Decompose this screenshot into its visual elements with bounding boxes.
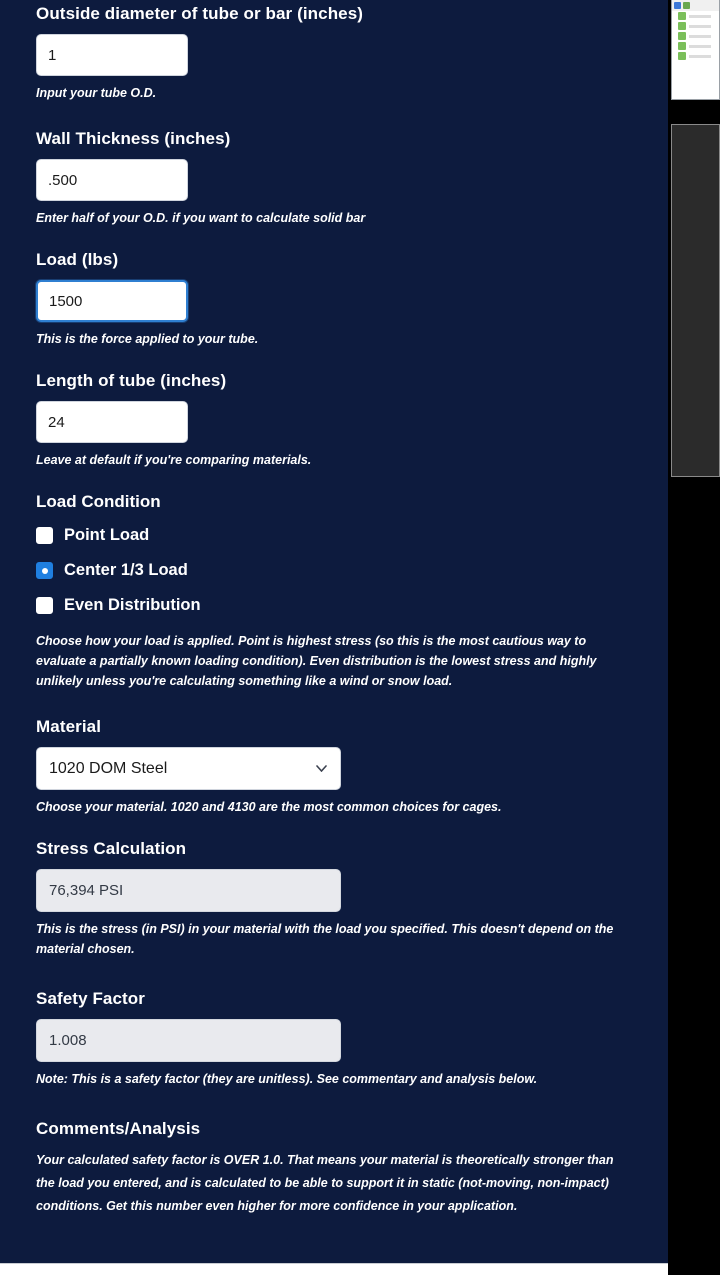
list-item[interactable] [672,51,719,61]
outside-diameter-input[interactable] [36,34,188,76]
wall-thickness-input[interactable] [36,159,188,201]
radio-icon-selected[interactable] [36,562,53,579]
file-name-placeholder [689,45,711,48]
comments-label: Comments/Analysis [36,1119,201,1138]
material-select-value[interactable]: 1020 DOM Steel [36,747,341,790]
load-condition-group [36,492,632,691]
list-item[interactable] [672,41,719,51]
material-helper: Choose your material. 1020 and 4130 are the most common choices for cages. [36,800,502,814]
radio-label: Point Load [64,526,150,544]
file-icon [678,12,686,20]
list-item[interactable] [672,21,719,31]
safety-factor-label: Safety Factor [36,989,146,1008]
field-helper: Enter half of your O.D. if you want to calculate solid bar [36,211,366,225]
radio-label: Center 1/3 Load [64,561,188,579]
length-input[interactable] [36,401,188,443]
chevron-down-icon [316,765,327,772]
file-icon [678,42,686,50]
radio-icon[interactable] [36,527,53,544]
list-item[interactable] [672,11,719,21]
field-safety-factor [36,989,632,1089]
background-file-explorer-window[interactable] [671,0,720,100]
field-load [36,250,632,349]
load-condition-helper: Choose how your load is applied. Point is highest stress (so this is the most cautious way to evaluate a partially known loading condition). Even distribution is the lowest stress and highly unlikely unless you're calculating something like a wind or snow load. [36,634,597,688]
material-label: Material [36,717,102,736]
stress-label: Stress Calculation [36,839,187,858]
radio-icon[interactable] [36,597,53,614]
file-icon [678,22,686,30]
file-name-placeholder [689,25,711,28]
field-helper: This is the force applied to your tube. [36,332,259,346]
comments-text: Your calculated safety factor is OVER 1.0. That means your material is theoretically stronger than the load you entered, and is calculated to be able to support it in static (not-moving, non-impact) conditions. Get this number even higher for more confidence in your application. [36,1153,614,1214]
field-length [36,371,632,470]
field-label: Outside diameter of tube or bar (inches) [36,4,364,23]
file-name-placeholder [689,55,711,58]
file-name-placeholder [689,35,711,38]
safety-factor-helper: Note: This is a safety factor (they are unitless). See commentary and analysis below. [36,1072,538,1086]
page-bottom-edge [0,1263,668,1275]
field-label: Wall Thickness (inches) [36,129,231,148]
radio-point-load[interactable] [36,526,632,545]
field-label: Length of tube (inches) [36,371,227,390]
field-helper: Leave at default if you're comparing materials. [36,453,312,467]
field-helper: Input your tube O.D. [36,86,157,100]
explorer-toolbar [672,0,719,11]
field-wall-thickness [36,129,632,228]
radio-even-distribution[interactable] [36,596,632,615]
folder-icon [674,2,681,9]
radio-center-third-load[interactable] [36,561,632,580]
background-terminal-window[interactable] [671,124,720,477]
comments-analysis-section [36,1119,632,1218]
document-icon [683,2,690,9]
safety-factor-value: 1.008 [36,1019,341,1062]
field-outside-diameter [36,4,632,103]
field-label: Load (lbs) [36,250,119,269]
stress-helper: This is the stress (in PSI) in your material with the load you specified. This doesn't depend on the material chosen. [36,922,614,956]
load-condition-label: Load Condition [36,492,161,511]
radio-label: Even Distribution [64,596,201,614]
material-select[interactable] [36,747,341,790]
field-stress-calculation [36,839,632,959]
load-input[interactable] [36,280,188,322]
file-name-placeholder [689,15,711,18]
field-material [36,717,632,817]
file-icon [678,32,686,40]
stress-value: 76,394 PSI [36,869,341,912]
list-item[interactable] [672,31,719,41]
file-icon [678,52,686,60]
